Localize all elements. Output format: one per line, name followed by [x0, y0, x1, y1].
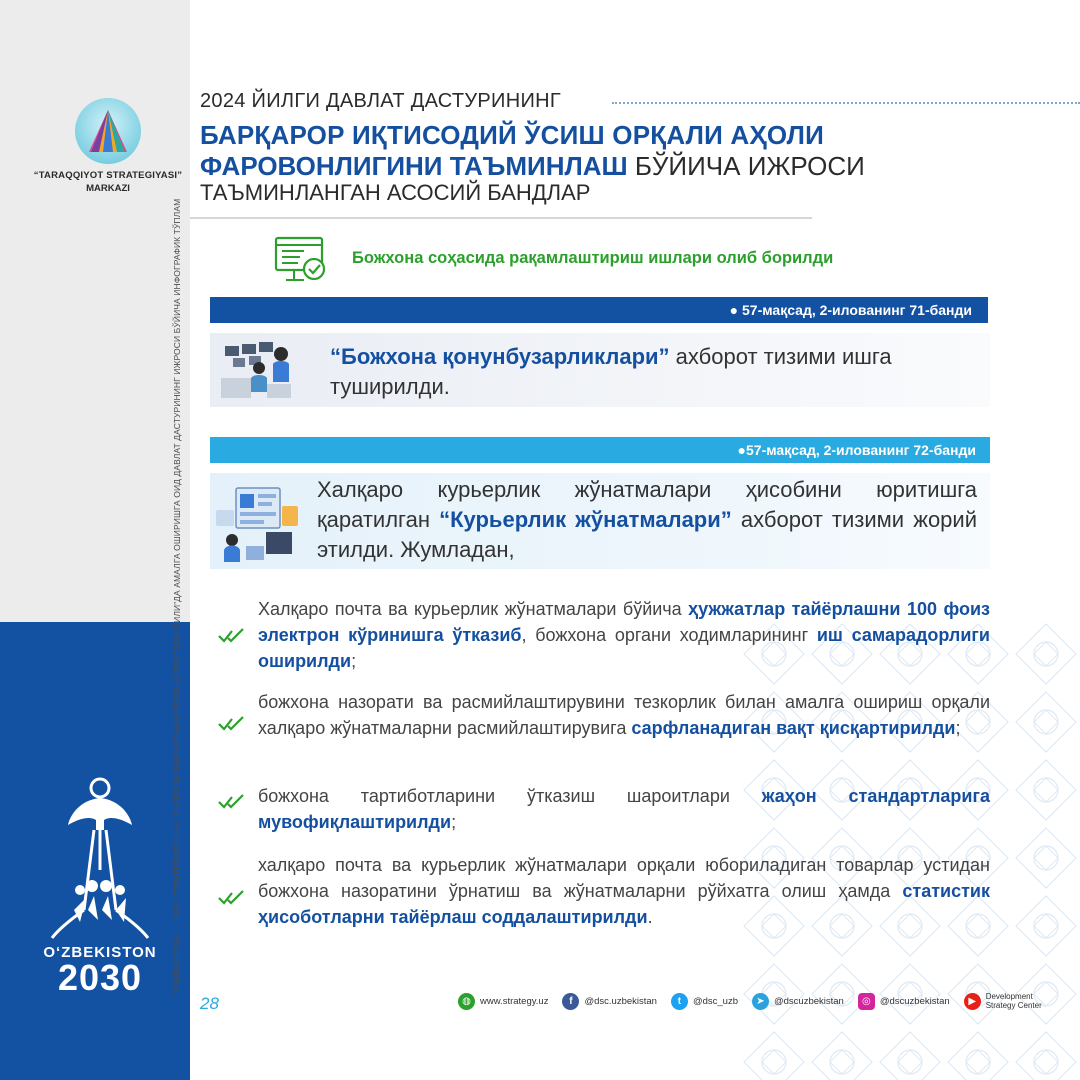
goal-reference-71: ● 57-мақсад, 2-илованинг 71-банди [210, 297, 988, 323]
list-item-highlight: ҳужжатлар тайёрлашни 100 фоиз электрон кўринишга ўтказиб [258, 599, 991, 645]
double-check-icon [218, 716, 246, 732]
list-item-text: ; [451, 812, 457, 832]
list-item-text: ; [351, 651, 357, 671]
brand-name: O‘ZBEKISTON [43, 944, 157, 961]
dev-label-line1: Development [985, 992, 1033, 1001]
globe-icon: ◍ [458, 993, 475, 1010]
list-item-text: . [647, 907, 653, 927]
header-title-line2: БАРҚАРОР ИҚТИСОДИЙ ЎСИШ ОРҚАЛИ АҲОЛИ [200, 120, 825, 150]
header-separator [190, 217, 812, 219]
header-title-line3 [200, 151, 865, 182]
header-title-rest: БЎЙИЧА ИЖРОСИ [627, 151, 865, 181]
info-box-1-body: ахборот тизими ишга туширилди. [330, 344, 892, 399]
list-item-highlight: жаҳон стандартларига мувофиқлаштирилди [258, 786, 991, 832]
list-item [258, 596, 990, 674]
list-item [258, 783, 990, 835]
double-check-icon [218, 628, 246, 644]
dev-label-line2: Strategy Center [985, 1001, 1042, 1010]
info-box-2-text [317, 475, 977, 565]
logo-title: “TARAQQIYOT STRATEGIYASI” [33, 170, 183, 181]
list-item-text: Халқаро почта ва курьерлик жўнатмалари бўйича [258, 599, 689, 619]
list-item [258, 689, 990, 741]
info-box-2-body: ахборот тизими жорий этилди. Жумладан, [317, 507, 977, 562]
web-system-illustration-icon [212, 480, 302, 564]
page-number: 28 [200, 994, 219, 1013]
operators-workstation-icon [215, 338, 295, 404]
list-item [258, 852, 990, 930]
list-item-text: божхона назорати ва расмийлаштирувини тезкорлик билан амалга ошириш орқали халқаро жўнатмаларни расмийлаштирувига [258, 692, 990, 738]
double-check-icon [218, 794, 246, 810]
brand-year: 2030 [57, 957, 143, 998]
website-link[interactable]: www.strategy.uz [480, 995, 549, 1007]
uzbekistan-2030-emblem-icon [40, 770, 160, 940]
double-check-icon [218, 890, 246, 906]
system-name-2: “Курьерлик жўнатмалари” [439, 507, 732, 532]
sidebar-top [0, 0, 190, 622]
list-item-highlight: иш самарадорлиги оширилди [258, 625, 990, 671]
list-item-text: божхона тартиботларини ўтказиш шароитлари [258, 786, 762, 806]
telegram-icon: ➤ [752, 993, 769, 1010]
facebook-icon: f [562, 993, 579, 1010]
computer-check-icon [274, 235, 328, 287]
instagram-icon: ◎ [858, 993, 875, 1010]
goal-reference-72: ●57-мақсад, 2-илованинг 72-банди [210, 437, 990, 463]
twitter-link[interactable]: @dsc_uzb [692, 995, 738, 1007]
strategy-center-logo [75, 98, 141, 164]
instagram-link[interactable]: @dscuzbekistan [879, 995, 950, 1007]
info-box-1-text [330, 342, 990, 402]
logo-subtitle: MARKAZI [86, 183, 130, 194]
system-name-1: “Божхона қонунбузарликлари” [330, 344, 670, 369]
development-strategy-center-label[interactable] [986, 992, 1042, 1010]
footer-social-links [458, 990, 1042, 1012]
info-box-2-intro: Халқаро курьерлик жўнатмалари ҳисобини юритишга қаратилган [317, 477, 977, 532]
collection-vertical-caption: “ЎЗБЕКИСТОН — 2030” СТРАТЕГИЯСИНИ “ЁШЛАР ВА БИЗНЕСНИ ҚЎЛЛАБ-ҚУВВАТЛАШ ЙИЛИ”ДА АМАЛГА ОШИРИШГА ОИД ДАВЛАТ ДАСТУРИНИНГ ИЖРОСИ БЎЙИЧА ИНФОГРАФИК ТЎПЛАМ [172, 198, 182, 995]
header-title-line4: ТАЪМИНЛАНГАН АСОСИЙ БАНДЛАР [200, 180, 591, 205]
youtube-icon: ▶ [964, 993, 981, 1010]
twitter-icon: t [671, 993, 688, 1010]
list-item-text: ; [955, 718, 961, 738]
list-item-highlight: статистик ҳисоботларни тайёрлаш соддалаштирилди [258, 881, 990, 927]
header-title-bold: ФАРОВОНЛИГИНИ ТАЪМИНЛАШ [200, 151, 628, 181]
telegram-link[interactable]: @dscuzbekistan [773, 995, 844, 1007]
tent-logo-icon [75, 98, 141, 164]
section-title: Божхона соҳасида рақамлаштириш ишлари олиб борилди [352, 249, 834, 267]
facebook-link[interactable]: @dsc.uzbekistan [584, 995, 657, 1007]
list-item-text: халқаро почта ва курьерлик жўнатмалари орқали юбориладиган товарлар устидан божхона назоратини ўрнатиш ва жўнатмаларни рўйхатга олиш ҳамда [258, 855, 990, 901]
header-line1: 2024 ЙИЛГИ ДАВЛАТ ДАСТУРИНИНГ [200, 90, 562, 112]
header-dotted-line [612, 102, 1080, 104]
list-item-text: , божхона органи ходимларининг [521, 625, 817, 645]
list-item-highlight: сарфланадиган вақт қисқартирилди [631, 718, 956, 738]
